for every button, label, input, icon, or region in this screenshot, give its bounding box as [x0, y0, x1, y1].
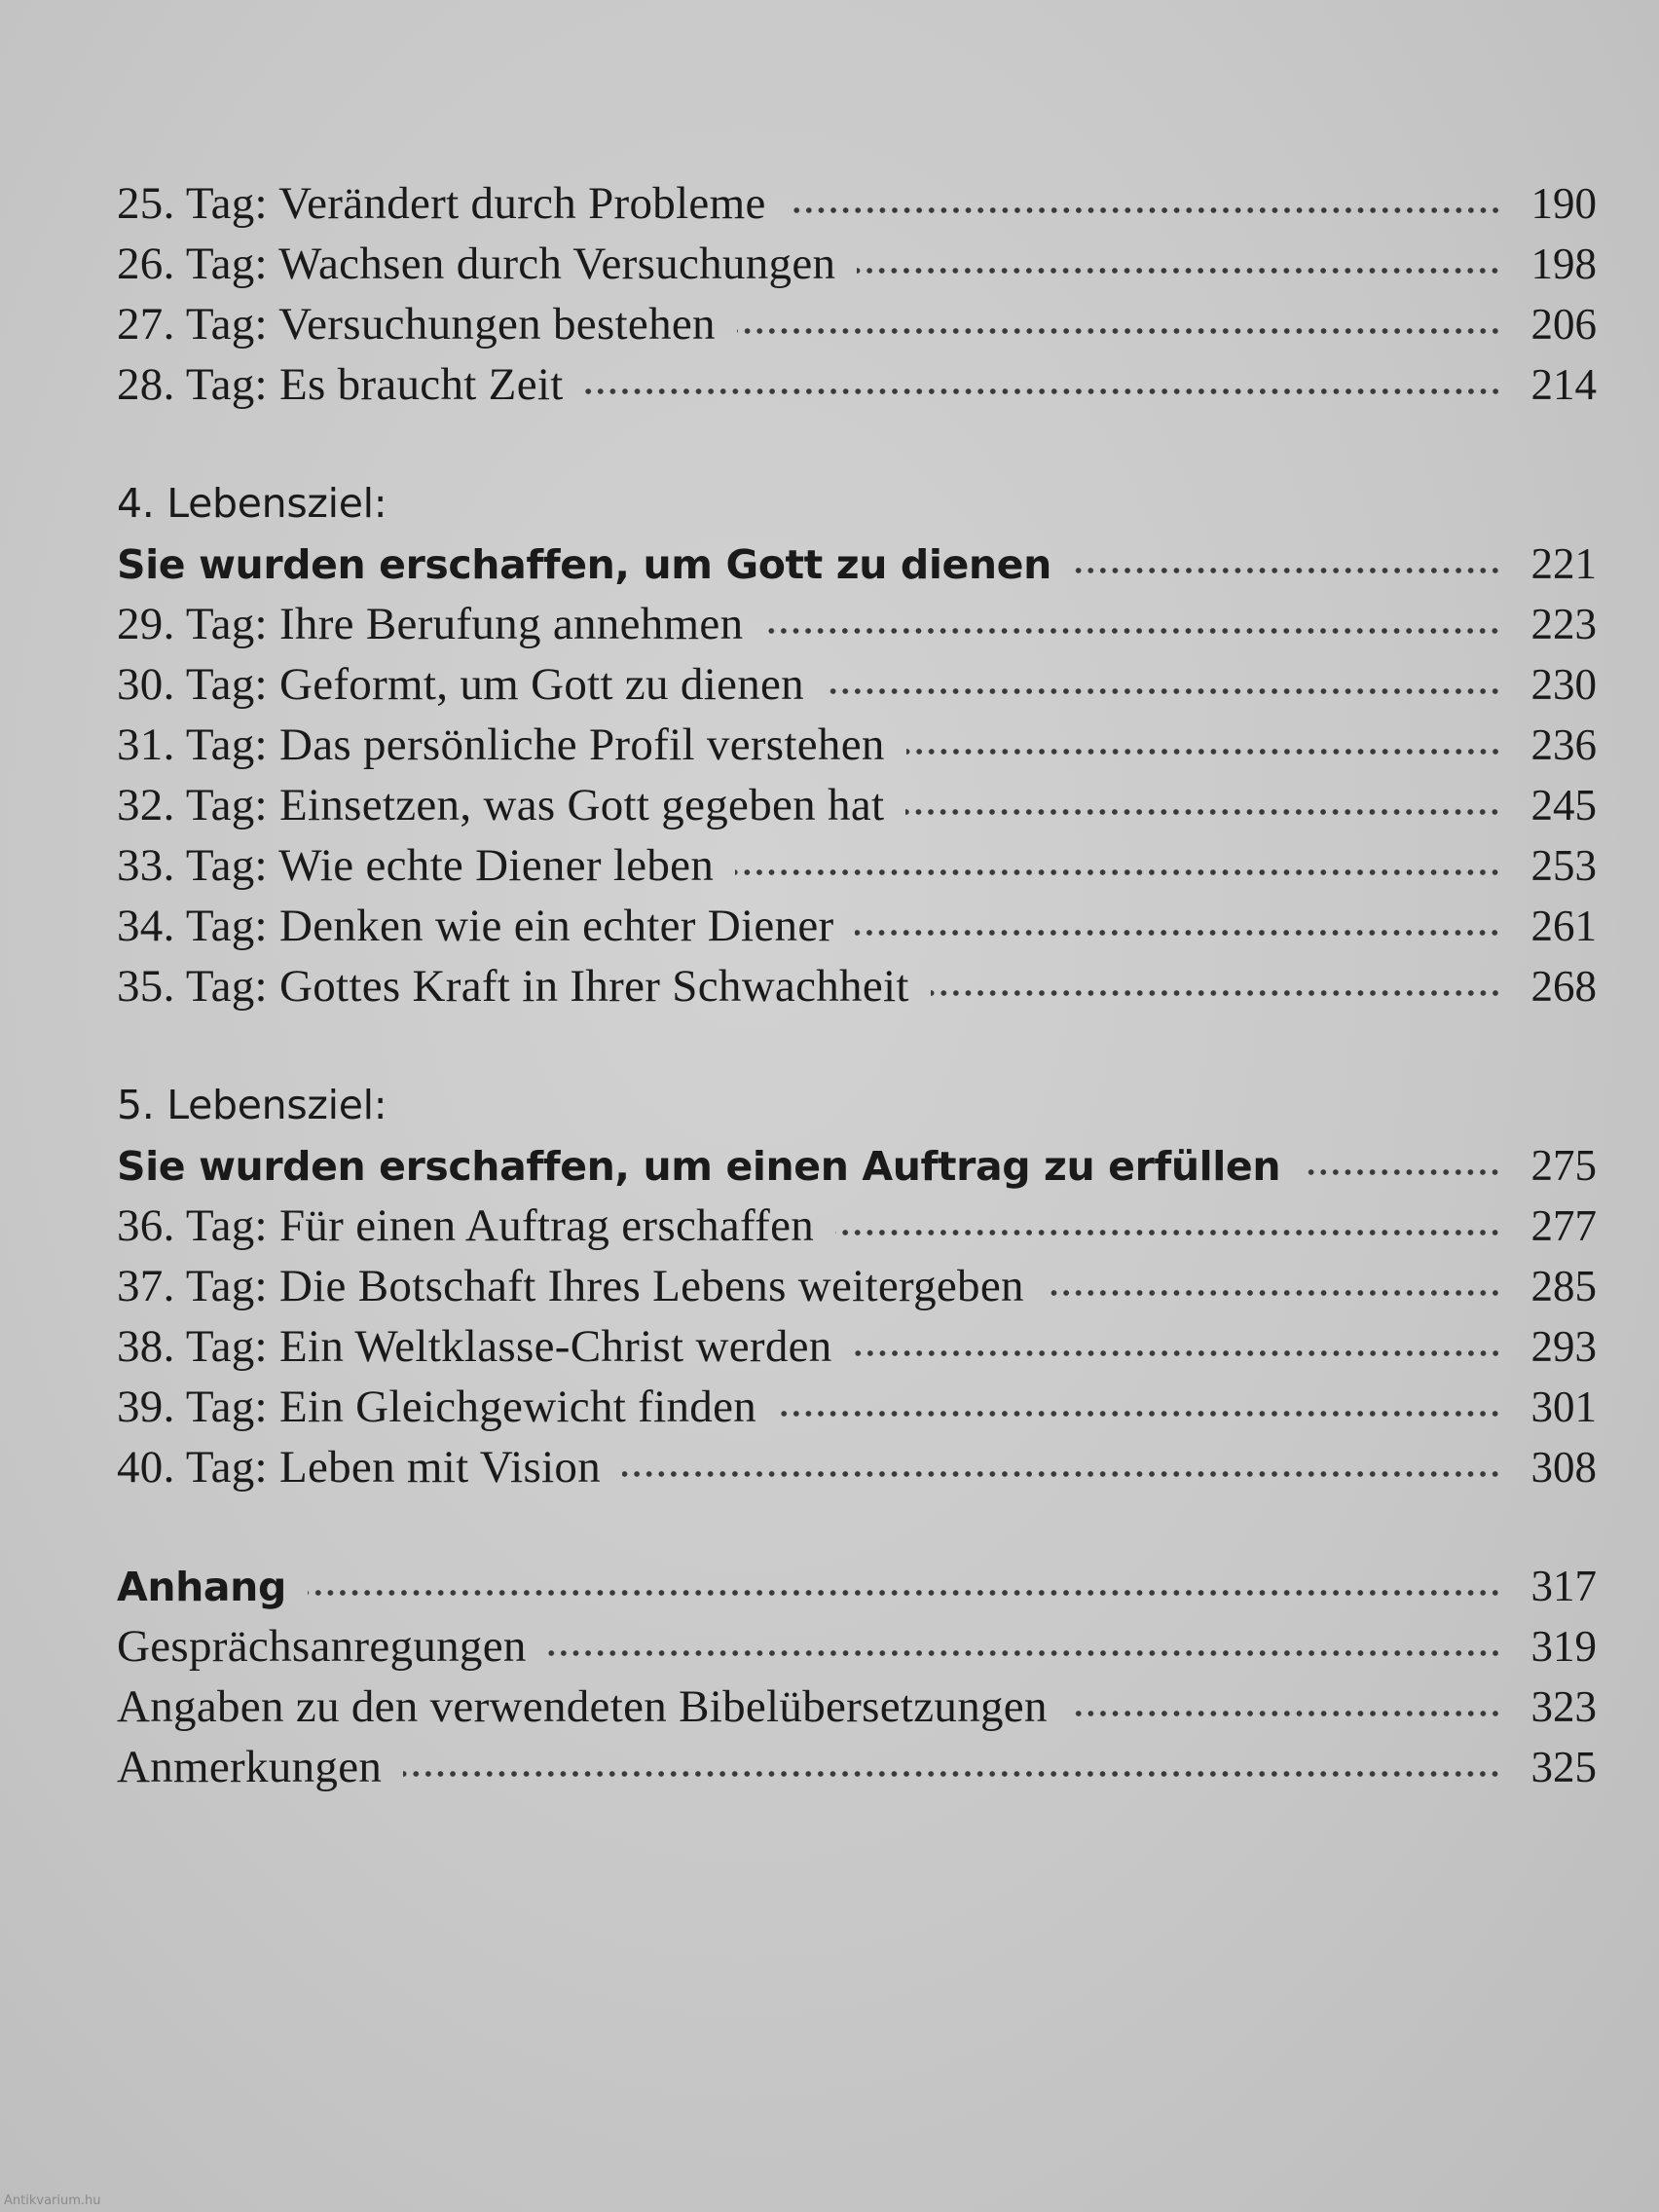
- dot-leader: [403, 1769, 1501, 1779]
- watermark: Antikvarium.hu: [4, 2194, 101, 2208]
- dot-leader: [622, 1469, 1501, 1479]
- dot-leader: [1069, 1709, 1501, 1718]
- toc-entry-row: [117, 715, 1597, 775]
- toc-entry-title: 25. Tag: Verändert durch Probleme: [117, 178, 766, 229]
- toc-entry-row: [117, 1737, 1597, 1797]
- section-label: 4. Lebensziel:: [117, 480, 387, 527]
- toc-page-number: 190: [1530, 179, 1597, 228]
- toc-page-number: 253: [1530, 841, 1597, 890]
- toc-entry-row: [117, 173, 1597, 234]
- toc-page-number: 285: [1530, 1262, 1597, 1310]
- toc-page-number: 317: [1530, 1562, 1597, 1610]
- toc-entry-row: [117, 1616, 1597, 1677]
- toc-entry-title: 37. Tag: Die Botschaft Ihres Lebens weitergeben: [117, 1261, 1024, 1311]
- toc-entry-row: [117, 354, 1597, 415]
- toc-entry-row: [117, 775, 1597, 835]
- toc-page-number: 221: [1530, 539, 1597, 588]
- dot-leader: [735, 867, 1501, 877]
- toc-entry-row: [117, 654, 1597, 715]
- toc-entry-row: [117, 835, 1597, 896]
- toc-entry-title: 31. Tag: Das persönliche Profil verstehen: [117, 719, 885, 770]
- toc-entry-row: [117, 294, 1597, 354]
- toc-entry-title: 28. Tag: Es braucht Zeit: [117, 359, 564, 410]
- toc-page-number: 236: [1530, 720, 1597, 769]
- section-label: 5. Lebensziel:: [117, 1082, 387, 1128]
- dot-leader: [1073, 566, 1501, 575]
- toc-entry-row: [117, 896, 1597, 956]
- toc-page-number: 206: [1530, 300, 1597, 349]
- toc-entry-title: 26. Tag: Wachsen durch Versuchungen: [117, 239, 836, 289]
- toc-section: [117, 473, 1597, 1016]
- toc-heading-row: [117, 1556, 1597, 1616]
- toc-page-number: 214: [1530, 360, 1597, 409]
- toc-entry-row: [117, 1196, 1597, 1256]
- toc-entry-title: 40. Tag: Leben mit Vision: [117, 1442, 602, 1493]
- toc-entry-row: [117, 1256, 1597, 1316]
- dot-leader: [855, 928, 1501, 938]
- dot-leader: [857, 266, 1501, 276]
- toc-entry-title: 36. Tag: Für einen Auftrag erschaffen: [117, 1200, 815, 1251]
- toc-page-number: 277: [1530, 1201, 1597, 1250]
- toc-entry-title: 30. Tag: Geformt, um Gott zu dienen: [117, 659, 804, 710]
- toc-entry-title: 33. Tag: Wie echte Diener leben: [117, 840, 715, 891]
- toc-page-number: 261: [1530, 902, 1597, 950]
- toc-entry-title: Angaben zu den verwendeten Bibelübersetzungen: [117, 1681, 1048, 1732]
- dot-leader: [835, 1228, 1501, 1237]
- dot-leader: [826, 686, 1501, 696]
- toc-entry-title: 34. Tag: Denken wie ein echter Diener: [117, 901, 834, 951]
- toc-entry-title: Sie wurden erschaffen, um einen Auftrag zu erfüllen: [117, 1143, 1281, 1190]
- toc-entry-row: [117, 594, 1597, 654]
- toc-page-number: 275: [1530, 1141, 1597, 1190]
- toc-page-number: 323: [1530, 1682, 1597, 1731]
- toc-entry-row: [117, 1437, 1597, 1497]
- toc-entry-row: [117, 1316, 1597, 1377]
- toc-entry-title: Sie wurden erschaffen, um Gott zu dienen: [117, 541, 1051, 588]
- dot-leader: [308, 1588, 1501, 1598]
- toc-entry-title: Anhang: [117, 1564, 286, 1610]
- dot-leader: [737, 326, 1501, 336]
- toc-page-number: 308: [1530, 1443, 1597, 1492]
- toc-page-number: 293: [1530, 1322, 1597, 1371]
- toc-section: [117, 1556, 1597, 1797]
- toc-entry-row: [117, 234, 1597, 294]
- dot-leader: [778, 1409, 1501, 1419]
- toc-page-number: 198: [1530, 240, 1597, 288]
- toc-page-number: 325: [1530, 1743, 1597, 1791]
- toc-page-number: 319: [1530, 1622, 1597, 1671]
- dot-leader: [905, 807, 1501, 817]
- toc-heading-row: [117, 1135, 1597, 1196]
- toc-entry-title: 32. Tag: Einsetzen, was Gott gegeben hat: [117, 780, 885, 830]
- dot-leader: [548, 1648, 1501, 1658]
- toc-page-number: 301: [1530, 1382, 1597, 1431]
- dot-leader: [585, 387, 1501, 396]
- dot-leader: [931, 988, 1501, 998]
- toc-entry-title: Gesprächsanregungen: [117, 1621, 527, 1672]
- toc-entry-row: [117, 1677, 1597, 1737]
- toc-section: [117, 1075, 1597, 1497]
- dot-leader: [1302, 1167, 1501, 1177]
- toc-page-number: 223: [1530, 600, 1597, 648]
- toc-entry-title: Anmerkungen: [117, 1742, 383, 1792]
- dot-leader: [1046, 1288, 1501, 1298]
- toc-entry-title: 29. Tag: Ihre Berufung annehmen: [117, 599, 744, 649]
- toc-entry-title: 27. Tag: Versuchungen bestehen: [117, 299, 716, 350]
- toc-heading-row: [117, 534, 1597, 594]
- toc-entry-row: [117, 1377, 1597, 1437]
- dot-leader: [854, 1348, 1501, 1358]
- dot-leader: [788, 205, 1501, 215]
- toc-entry-row: [117, 956, 1597, 1016]
- toc-page-number: 230: [1530, 660, 1597, 709]
- dot-leader: [906, 747, 1501, 756]
- toc-entry-title: 35. Tag: Gottes Kraft in Ihrer Schwachheit: [117, 961, 909, 1012]
- toc-entry-title: 38. Tag: Ein Weltklasse-Christ werden: [117, 1321, 832, 1372]
- table-of-contents: [117, 173, 1597, 1856]
- toc-page-number: 245: [1530, 781, 1597, 830]
- toc-section: [117, 173, 1597, 415]
- dot-leader: [764, 626, 1501, 636]
- toc-page-number: 268: [1530, 962, 1597, 1011]
- toc-entry-title: 39. Tag: Ein Gleichgewicht finden: [117, 1382, 757, 1432]
